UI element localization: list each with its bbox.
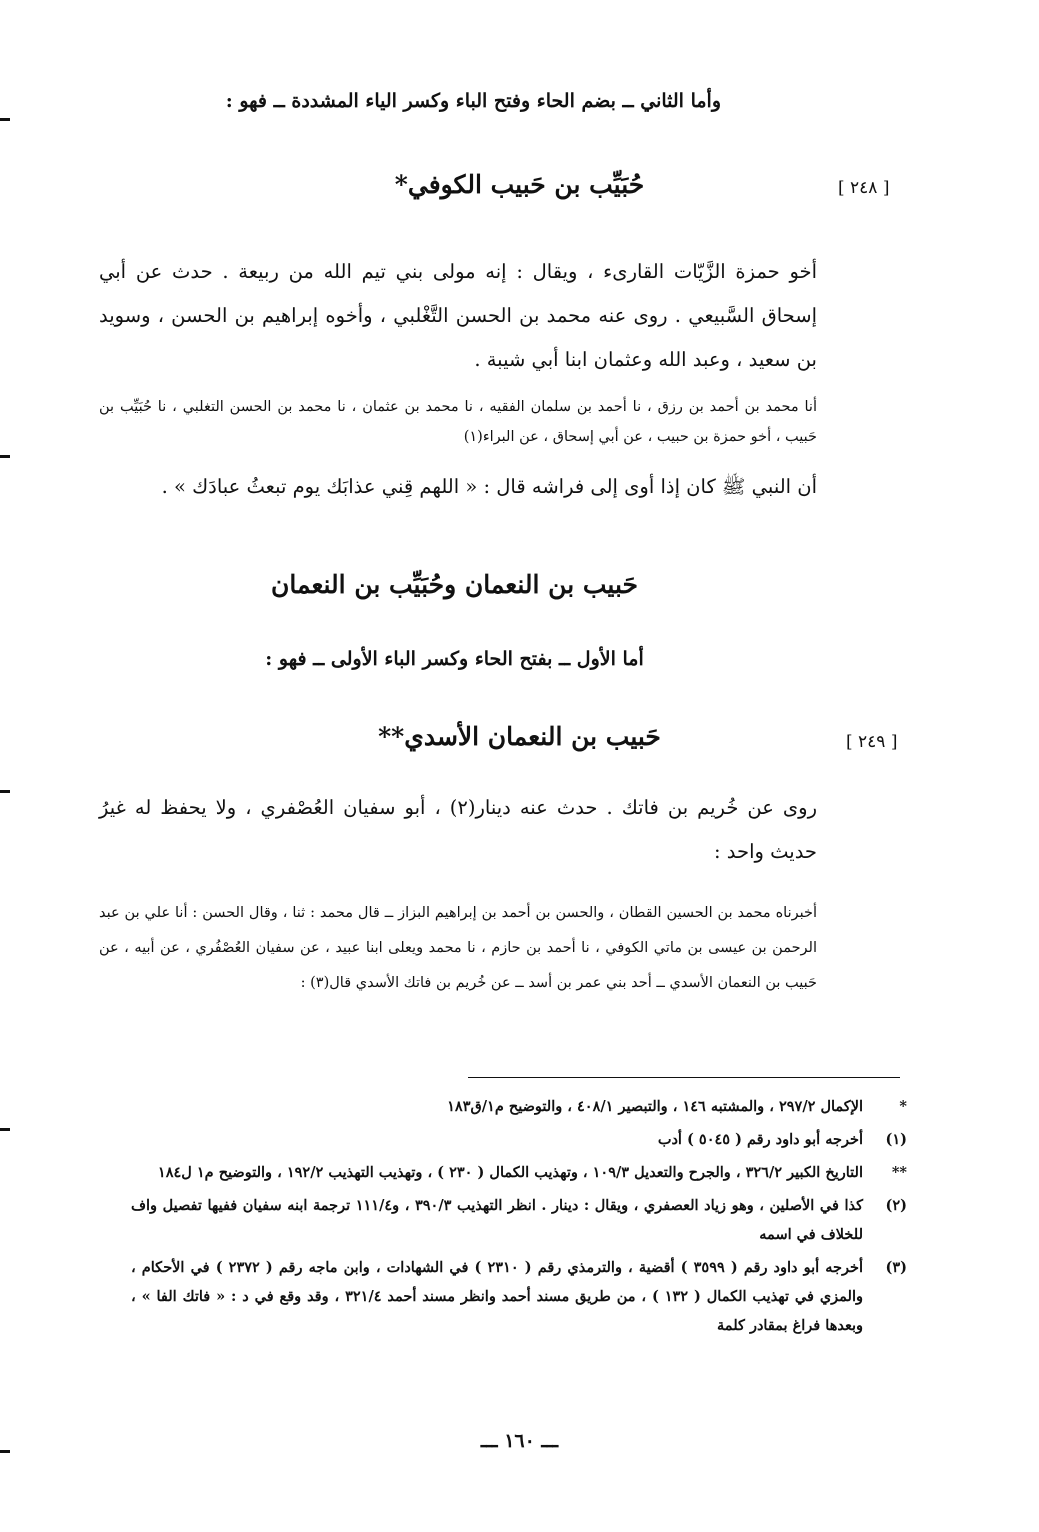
footnote-text: الإكمال ٢٩٧/٢ ، والمشتبه ١٤٦ ، والتبصير ٤٠٨/١ ، والتوضيح م١/ق١٨٣ [447,1098,863,1115]
footnotes [131,1092,907,1344]
entry-body-248: أخو حمزة الزَّيّات القارىء ، ويقال : إنه مولى بني تيم الله من ربيعة . حدث عن أبي إسحاق السَّبيعي . روى عنه محمد بن الحسن التَّغْلبي ، وأخوه إبراهيم بن الحسن ، وسويد بن سعيد ، وعبد الله وعثمان ابنا أبي شيبة . [99,260,817,371]
footnote-marker: (١) [885,1131,907,1148]
hadith-248: أن النبي ﷺ كان إذا أوى إلى فراشه قال : « اللهم قِني عذابَك يوم تبعثُ عبادَك » . [161,475,817,498]
footnote [131,1253,907,1340]
footnote [131,1191,907,1249]
footnote [131,1158,907,1187]
footnote-text: أخرجه أبو داود رقم ( ٥٠٤٥ ) أدب [657,1131,863,1148]
footnote-marker: (٢) [885,1197,907,1214]
footnote [131,1092,907,1121]
section-heading: حَبيب بن النعمان وحُبَيِّب بن النعمان [271,570,638,599]
entry-body-249: روى عن خُريم بن فاتك . حدث عنه دينار(٢) ، أبو سفيان العُصْفري ، ولا يحفظ له غيرُ حديث واحد : [99,796,817,863]
isnad-248: أنا محمد بن أحمد بن رزق ، نا أحمد بن سلمان الفقيه ، نا محمد بن عثمان ، نا محمد بن الحسن التغلبي ، نا حُبَيِّب بن حَبيب ، أخو حمزة بن حبيب ، عن أبي إسحاق ، عن البراء(١) [99,399,817,445]
entry-number-248: [ ٢٤٨ ] [838,178,890,198]
footnote-separator [468,1077,900,1078]
margin-mark [0,1128,10,1131]
entry-heading-249: حَبيب بن النعمان الأسدي** [378,722,661,751]
entry-number-249: [ ٢٤٩ ] [846,732,898,752]
footnote-marker: (٣) [885,1259,907,1276]
margin-mark [0,790,10,793]
footnote-text: كذا في الأصلين ، وهو زياد العصفري ، ويقال : دينار . انظر التهذيب ٣٩٠/٣ ، و١١١/٤ ترجمة ابنه سفيان ففيها تفصيل واف للخلاف في اسمه [131,1197,863,1243]
margin-mark [0,455,10,458]
footnote-marker: * [899,1098,907,1115]
footnote-text: أخرجه أبو داود رقم ( ٣٥٩٩ ) أقضية ، والترمذي رقم ( ٢٣١٠ ) في الشهادات ، وابن ماجه رقم ( ٢٣٧٢ ) في الأحكام ، والمزي في تهذيب الكمال ( ١٣٢ ) ، من طريق مسند أحمد وانظر مسند أحمد ٣٢١/٤ ، وقد وقع في د : « فاتك الفا » ، وبعدها فراغ بمقادر كلمة [131,1259,864,1334]
footnote-marker: ** [891,1164,907,1181]
isnad-249: أخبرناه محمد بن الحسين القطان ، والحسن بن أحمد بن إبراهيم البزاز ــ قال محمد : ثنا ، وقال الحسن : أنا علي بن عبد الرحمن بن عيسى بن ماتي الكوفي ، نا أحمد بن حازم ، نا محمد ويعلى ابنا عبيد ، عن سفيان العُصْفُري ، عن أبيه ، عن حَبيب بن النعمان الأسدي ــ أحد بني عمر بن أسد ــ عن خُريم بن فاتك الأسدي قال(٣) : [99,905,817,991]
sub-heading: أما الأول ــ بفتح الحاء وكسر الباء الأولى ــ فهو : [265,648,644,670]
margin-mark [0,118,10,121]
footnote-text: التاريخ الكبير ٣٢٦/٢ ، والجرح والتعديل ١٠٩/٣ ، وتهذيب الكمال ( ٢٣٠ ) ، وتهذيب التهذيب ١٩٢/٢ ، والتوضيح م١ ل١٨٤ [157,1164,863,1181]
intro-line: وأما الثاني ــ بضم الحاء وفتح الباء وكسر الياء المشددة ــ فهو : [225,90,721,112]
footnote [131,1125,907,1154]
page-number: ـــ ١٦٠ ـــ [480,1430,559,1452]
entry-heading-248: حُبَيِّب بن حَبيب الكوفي* [394,170,645,199]
